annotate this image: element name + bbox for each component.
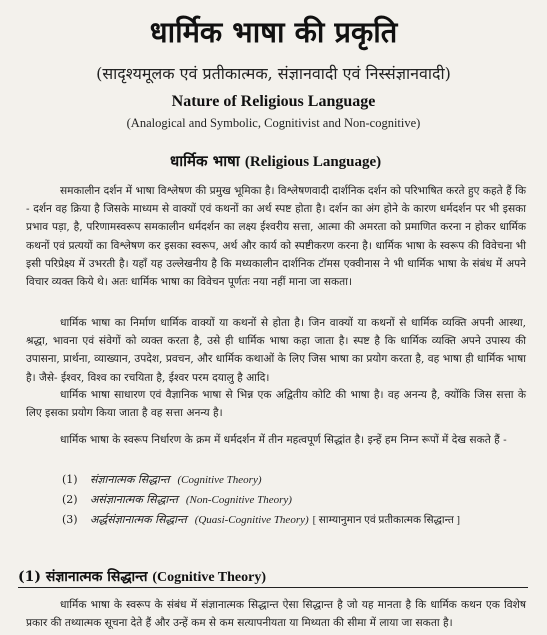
theory-name-english: (Quasi-Cognitive Theory) [194, 514, 309, 526]
section-heading-english: (Religious Language) [244, 154, 382, 170]
section-heading-hindi: धार्मिक भाषा [170, 152, 245, 170]
paragraph-5: धार्मिक भाषा के स्वरूप के संबंध में संज्ञानात्मक सिद्धान्त ऐसा सिद्धान्त है जो यह मानता है कि धार्मिक कथन एक विशेष प्रकार की तथ्यात्मक सूचना देते हैं और उन्हें कम से कम सत्यापनीयता या मिथ्यता की सीमा में लाया जा सकता है। [26, 599, 526, 630]
theory-number: (3) [62, 513, 78, 526]
subsection-heading [18, 567, 266, 586]
paragraph-1: समकालीन दर्शन में भाषा विश्लेषण की प्रमुख भूमिका है। विश्लेषणवादी दार्शनिक दर्शन को परिभाषित करते हुए कहते हैं कि - दर्शन वह क्रिया है जिसके माध्यम से वाक्यों एवं कथनों का अर्थ स्पष्ट होता है। दर्शन का अंग होने के कारण धर्मदर्शन पर भी इसका प्रभाव पड़ा, है, परिणामस्वरूप समकालीन धर्मदर्शन का लक्ष्य ईश्वरीय सत्ता, आत्मा की अमरता को प्रमाणित करना न होकर धार्मिक कथनों एवं प्रत्ययों का विश्लेषण कर इसका स्वरूप, अर्थ और कार्य को स्पष्टीकरण करना है। धार्मिक भाषा के स्वरूप की विवेचना भी इसी परिप्रेक्ष्य में उभरती है। यहाँ यह उल्लेखनीय है कि मध्यकालीन दार्शनिक टॉमस एक्वीनास ने भी धार्मिक भाषा के संबंध में अपने विचार व्यक्त किये थे। अतः धार्मिक भाषा का विवेचन पूर्णतः नया नहीं माना जा सकता। [26, 185, 526, 289]
page-subtitle-english: (Analogical and Symbolic, Cognitivist and Non-cognitive) [126, 116, 421, 130]
theory-name-hindi: असंज्ञानात्मक सिद्धान्त [90, 493, 178, 506]
theory-note: [ साम्यानुमान एवं प्रतीकात्मक सिद्धान्त ] [312, 515, 460, 526]
theory-item [62, 472, 532, 492]
page-title-english: Nature of Religious Language [171, 93, 376, 110]
subsection-rule [18, 587, 528, 588]
paragraph-2: धार्मिक भाषा का निर्माण धार्मिक वाक्यों या कथनों से होता है। जिन वाक्यों या कथनों से धार्मिक व्यक्ति अपनी आस्था, श्रद्धा, भावना एवं संवेगों को व्यक्त करता है, उसे ही धार्मिक भाषा कहा जाता है। स्पष्ट है कि धार्मिक व्यक्ति अपने उपास्य की उपासना, प्रार्थना, व्याख्यान, उपदेश, प्रवचन, और धार्मिक कथाओं के लिए जिस भाषा का प्रयोग करता है, वह भाषा ही धार्मिक भाषा है। जैसे- ईश्वर, विश्व का रचयिता है, ईश्वर परम दयालु है आदि। [26, 317, 526, 384]
theory-name-english: (Non-Cognitive Theory) [185, 494, 292, 506]
paragraph-4: धार्मिक भाषा के स्वरूप निर्धारण के क्रम में धर्मदर्शन में तीन महत्वपूर्ण सिद्धांत है। इन्हें हम निम्न रूपों में देख सकते हैं - [60, 434, 507, 446]
page-title-hindi: धार्मिक भाषा की प्रकृति [149, 15, 398, 49]
theory-name-hindi: अर्द्धसंज्ञानात्मक सिद्धान्त [90, 513, 187, 526]
theory-name-english: (Cognitive Theory) [177, 474, 262, 486]
subsection-heading-english: (Cognitive Theory) [152, 570, 267, 585]
theory-item [62, 512, 532, 532]
theory-list [62, 472, 532, 532]
theory-name-hindi: संज्ञानात्मक सिद्धान्त [90, 473, 170, 486]
section-heading [170, 151, 381, 171]
paragraph-3: धार्मिक भाषा साधारण एवं वैज्ञानिक भाषा से भिन्न एक अद्वितीय कोटि की भाषा है। वह अनन्य है, क्योंकि जिस सत्ता के लिए इसका प्रयोग किया जाता है वह सत्ता अनन्य है। [26, 389, 526, 420]
page-subtitle-hindi: (सादृश्यमूलक एवं प्रतीकात्मक, संज्ञानवादी एवं निस्संज्ञानवादी) [96, 64, 451, 83]
theory-number: (2) [62, 493, 78, 506]
theory-item [62, 492, 532, 512]
subsection-heading-hindi: (1) संज्ञानात्मक सिद्धान्त [18, 569, 153, 585]
theory-number: (1) [62, 473, 78, 486]
